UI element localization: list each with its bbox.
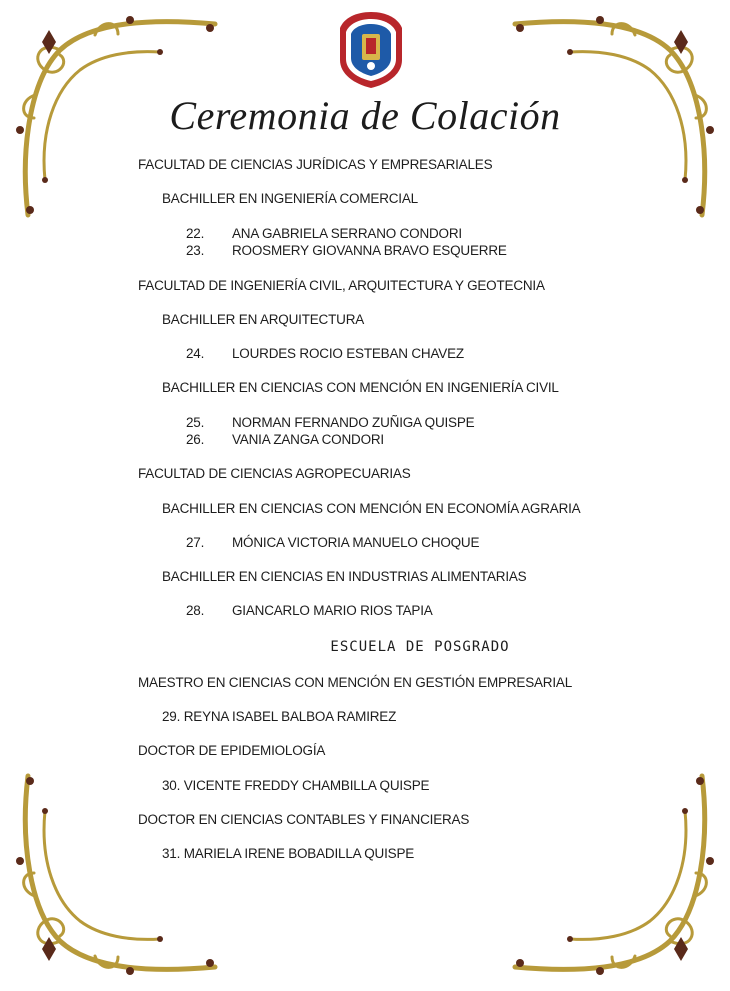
graduate-name: MÓNICA VICTORIA MANUELO CHOQUE [232,535,480,550]
graduate-entry: 29. REYNA ISABEL BALBOA RAMIREZ [162,709,397,724]
posgrado-heading: ESCUELA DE POSGRADO [330,639,510,655]
faculty-heading: FACULTAD DE CIENCIAS JURÍDICAS Y EMPRESARIALES [138,157,493,172]
graduate-number: 23. [186,243,205,258]
graduate-name: NORMAN FERNANDO ZUÑIGA QUISPE [232,415,475,430]
degree-heading: BACHILLER EN CIENCIAS CON MENCIÓN EN INGENIERÍA CIVIL [162,380,559,395]
university-seal-logo [336,10,406,90]
degree-heading: BACHILLER EN CIENCIAS EN INDUSTRIAS ALIMENTARIAS [162,569,527,584]
graduate-name: GIANCARLO MARIO RIOS TAPIA [232,603,433,618]
graduate-number: 28. [186,603,205,618]
graduate-entry: 30. VICENTE FREDDY CHAMBILLA QUISPE [162,778,430,793]
degree-heading: BACHILLER EN INGENIERÍA COMERCIAL [162,191,418,206]
degree-heading: DOCTOR DE EPIDEMIOLOGÍA [138,743,326,758]
graduate-name: VANIA ZANGA CONDORI [232,432,384,447]
graduate-number: 26. [186,432,205,447]
graduate-number: 22. [186,226,205,241]
graduate-number: 24. [186,346,205,361]
graduate-name: LOURDES ROCIO ESTEBAN CHAVEZ [232,346,464,361]
degree-heading: MAESTRO EN CIENCIAS CON MENCIÓN EN GESTIÓN EMPRESARIAL [138,675,573,690]
graduate-number: 27. [186,535,205,550]
faculty-heading: FACULTAD DE INGENIERÍA CIVIL, ARQUITECTURA Y GEOTECNIA [138,278,545,293]
degree-heading: BACHILLER EN CIENCIAS CON MENCIÓN EN ECONOMÍA AGRARIA [162,501,581,516]
graduate-number: 25. [186,415,205,430]
page-title: Ceremonia de Colación [169,93,561,138]
degree-heading: BACHILLER EN ARQUITECTURA [162,312,365,327]
graduate-entry: 31. MARIELA IRENE BOBADILLA QUISPE [162,846,415,861]
faculty-heading: FACULTAD DE CIENCIAS AGROPECUARIAS [138,466,411,481]
graduate-name: ROOSMERY GIOVANNA BRAVO ESQUERRE [232,243,507,258]
corner-ornament-bottom-right [500,761,730,991]
degree-heading: DOCTOR EN CIENCIAS CONTABLES Y FINANCIERAS [138,812,470,827]
corner-ornament-bottom-left [0,761,230,991]
graduate-name: ANA GABRIELA SERRANO CONDORI [232,226,462,241]
